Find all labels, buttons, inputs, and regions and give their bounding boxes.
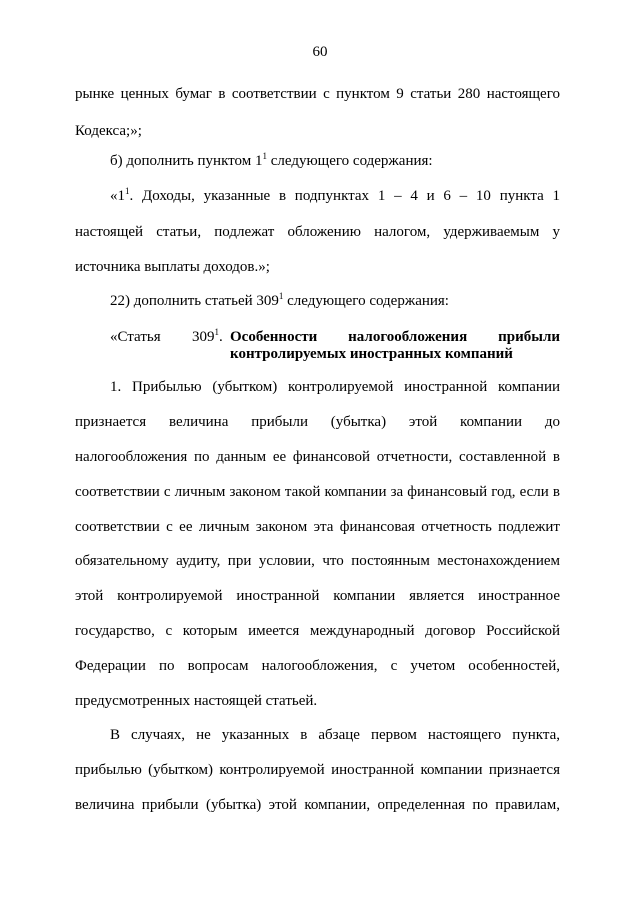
- body-line: величина прибыли (убытка) этой компании, определенная по правилам,: [75, 797, 560, 813]
- text-line: Кодекса;»;: [75, 123, 142, 139]
- text-line: источника выплаты доходов.»;: [75, 259, 270, 275]
- body-line: государство, с которым имеется международный договор Российской: [75, 623, 560, 639]
- quoted-paragraph-line: [110, 187, 560, 205]
- page-number: 60: [312, 44, 328, 60]
- amendment-line: [110, 152, 560, 170]
- superscript: 1: [125, 186, 130, 196]
- body-line: Федерации по вопросам налогообложения, с учетом особенностей,: [75, 658, 560, 674]
- text-fragment: 22) дополнить статьей 309: [110, 293, 279, 309]
- text-fragment: следующего содержания:: [283, 293, 449, 309]
- body-line: соответствии с ее личным законом эта финансовая отчетность подлежит: [75, 519, 560, 535]
- superscript: 1: [214, 327, 219, 337]
- body-line: предусмотренных настоящей статьей.: [75, 693, 318, 709]
- text-fragment: . Доходы, указанные в подпунктах 1 – 4 и 6 – 10 пункта 1: [129, 188, 560, 204]
- body-line: соответствии с личным законом такой компании за финансовый год, если в: [75, 484, 560, 500]
- body-line: обязательному аудиту, при условии, что постоянным местонахождением: [75, 553, 560, 569]
- text-fragment: следующего содержания:: [266, 153, 433, 169]
- article-prefix: «Статья: [110, 329, 161, 345]
- superscript: 1: [278, 291, 284, 301]
- body-line: 1. Прибылью (убытком) контролируемой иностранной компании: [110, 379, 560, 395]
- body-line: прибылью (убытком) контролируемой иностранной компании признается: [75, 762, 560, 778]
- body-line: В случаях, не указанных в абзаце первом настоящего пункта,: [110, 727, 560, 743]
- superscript: 1: [262, 151, 267, 161]
- body-line: налогообложения по данным ее финансовой отчетности, составленной в: [75, 449, 560, 465]
- article-number-dot: .: [219, 329, 223, 345]
- text-fragment: «1: [110, 188, 125, 204]
- text-fragment: б) дополнить пунктом 1: [110, 153, 263, 169]
- text-line: рынке ценных бумаг в соответствии с пунктом 9 статьи 280 настоящего: [75, 86, 560, 102]
- article-title-line-1: Особенности налогообложения прибыли: [230, 329, 560, 345]
- article-number: [192, 328, 223, 346]
- text-line: настоящей статьи, подлежат обложению налогом, удерживаемым у: [75, 224, 560, 240]
- body-line: этой контролируемой иностранной компании является иностранное: [75, 588, 560, 604]
- body-line: признается величина прибыли (убытка) этой компании до: [75, 414, 560, 430]
- article-title-line-2: контролируемых иностранных компаний: [230, 346, 513, 362]
- article-number-value: 309: [192, 329, 215, 345]
- amendment-line: [110, 292, 560, 310]
